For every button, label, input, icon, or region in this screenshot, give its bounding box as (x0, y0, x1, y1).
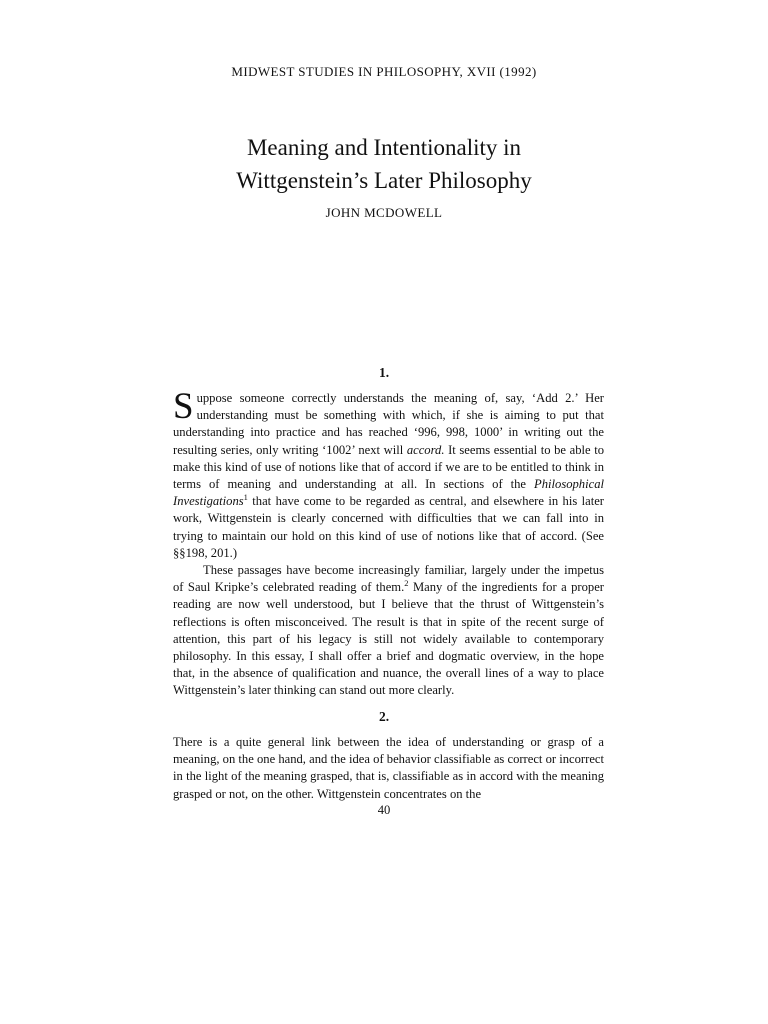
article-title-line-1: Meaning and Intentionality in (246, 135, 522, 160)
book-title-italic: Philosophical Investigations (173, 477, 604, 509)
paragraph: There is a quite general link between the idea of understanding or grasp of a meaning, on the one hand, and the idea of behavior classifiable as correct or incorrect in the light of the meaning grasped, that is, classifiable as in accord with the meaning grasped or not, on the other. Wittgenstein concentrates on the (173, 735, 604, 801)
footnote-marker-2: 2 (404, 578, 409, 589)
paragraph (173, 386, 604, 562)
article-author: JOHN MCDOWELL (325, 205, 443, 220)
paragraph (173, 562, 604, 700)
page-number: 40 (377, 803, 391, 817)
drop-cap: S (173, 386, 194, 427)
section-number-2: 2. (378, 709, 390, 724)
emphasis-accord: accord. (406, 442, 445, 457)
paragraph-text: It seems essential to be able to make this kind of use of notions like that of accord if we are to be entitled to think in terms of meaning and understanding at all. In sections of the (173, 442, 604, 492)
section-1-body (173, 386, 604, 700)
article-title-line-2: Wittgenstein’s Later Philosophy (236, 168, 532, 193)
section-number-1: 1. (378, 365, 390, 380)
section-2-body (173, 734, 604, 803)
journal-header: MIDWEST STUDIES IN PHILOSOPHY, XVII (1992) (231, 64, 537, 79)
article-title (0, 131, 768, 197)
paragraph-text: that have come to be regarded as central, and elsewhere in his later work, Wittgenstein is clearly concerned with difficulties that we can fall into in trying to maintain our hold on this kind of use of notions like that of accord. (See §§198, 201.) (173, 494, 604, 560)
paragraph-text: uppose someone correctly understands the meaning of, say, ‘Add 2.’ Her understanding must be something with which, if she is aiming to put that understanding into practice and has reached ‘996, 998, 1000’ in writing out the resulting series, only writing ‘1002’ next will (173, 391, 604, 457)
paragraph-text: Many of the ingredients for a proper reading are now well understood, but I believe that the thrust of Wittgenstein’s reflections is often misconceived. The result is that in spite of the recent surge of attention, this part of his legacy is still not widely available to contemporary philosophy. In this essay, I shall offer a brief and dogmatic overview, in the hope that, in the absence of qualification and nuance, the overall lines of a way to place Wittgenstein’s later thinking can stand out more clearly. (173, 580, 604, 698)
footnote-marker-1: 1 (243, 492, 248, 503)
paragraph-text: These passages have become increasingly familiar, largely under the impetus of Saul Kripke’s celebrated reading of them. (173, 563, 604, 595)
